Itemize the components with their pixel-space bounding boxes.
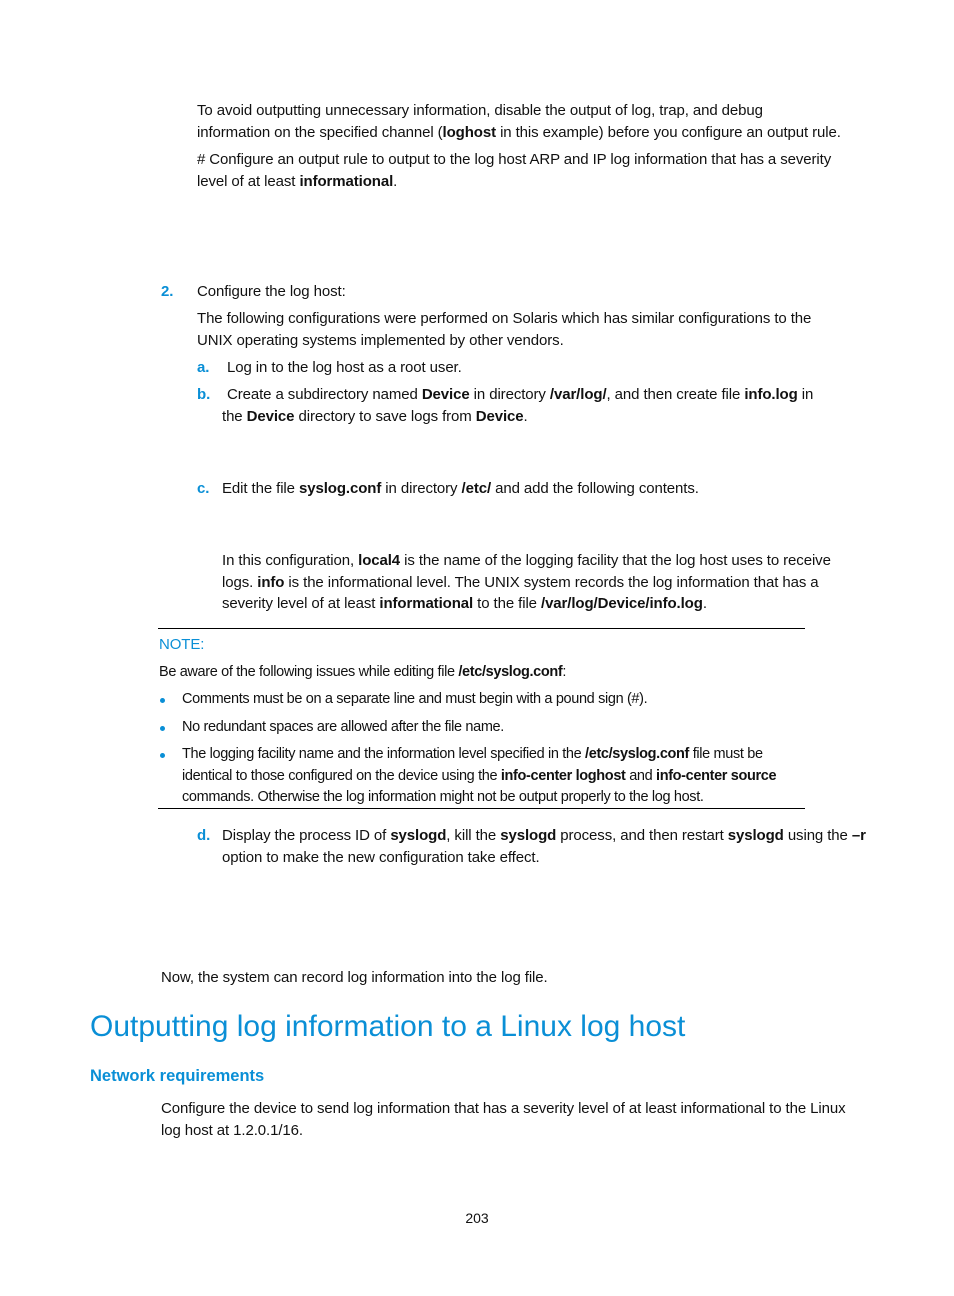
bullet-icon [160,726,165,731]
text-run: logs. [222,573,258,591]
substep-marker-b: b. [197,386,211,403]
text-run: , and then create file [606,386,745,403]
conclusion-text: Now, the system can record log information into the log file. [161,969,548,986]
text-run: file must be [689,746,763,762]
bold-term: /etc/syslog.conf [585,746,690,762]
text-run: . [393,172,398,190]
text-run: level of at least [197,172,300,190]
text-run: : [562,664,567,680]
bold-term: informational [379,595,474,612]
text-line: log host at 1.2.0.1/16. [161,1121,303,1139]
substep-marker-a: a. [197,359,210,376]
note-top-rule [158,628,805,629]
text-line [197,122,841,144]
bold-term: local4 [358,552,401,569]
text-run: in [797,386,814,403]
bold-term: info-center loghost [500,767,626,784]
text-run: and add the following contents. [491,480,699,497]
bold-term: info [257,573,285,591]
text-run: the [222,408,247,425]
bullet-icon [160,698,165,703]
text-line [222,825,866,847]
note-bullet-3 [182,744,776,809]
text-line: To avoid outputting unnecessary information, disable the output of log, trap, and debug [197,102,763,119]
text-run: in directory [381,480,462,497]
section-title: Outputting log information to a Linux log host [90,1010,686,1043]
bold-term: info.log [744,386,798,403]
text-run: information on the specified channel ( [197,123,443,141]
text-run: using the [783,827,852,844]
text-run: . [702,595,707,612]
text-run: , kill the [446,827,501,844]
bold-term: /etc/syslog.conf [458,664,563,680]
text-run: directory to save logs from [294,408,476,425]
bold-term: –r [851,827,866,844]
substep-c-text [222,478,699,500]
bold-term: /var/log/ [549,386,607,403]
note-intro [159,662,566,684]
step-number: 2. [161,283,174,300]
text-line [222,550,831,572]
text-run: is the name of the logging facility that the log host uses to receive [400,552,831,569]
page-number: 203 [465,1210,489,1226]
bold-term: /var/log/Device/info.log [541,595,703,612]
text-run: The logging facility name and the information level specified in the [182,746,586,762]
bold-term: /etc/ [461,480,492,497]
note-label: NOTE: [159,636,205,653]
bold-term: syslogd [500,827,557,844]
bullet-icon [160,753,165,758]
text-run: to the file [473,595,541,612]
bold-term: Device [475,408,524,425]
text-line: The following configurations were performed on Solaris which has similar configurations to the [197,310,812,327]
note-bullet-2: No redundant spaces are allowed after the file name. [182,719,504,735]
text-line: commands. Otherwise the log information might not be output properly to the log host. [182,789,704,805]
substep-d-text [222,825,866,868]
text-run: Display the process ID of [222,827,391,844]
text-run: In this configuration, [222,552,359,569]
text-line [182,744,776,766]
text-line: option to make the new configuration take effect. [222,848,540,866]
bold-term: loghost [442,123,496,141]
substep-b-line1 [227,384,813,406]
substep-c-explanation [222,550,831,615]
text-run: process, and then restart [556,827,728,844]
subsection-title: Network requirements [90,1067,265,1085]
bold-term: syslogd [390,827,447,844]
paragraph-disable-output [197,100,841,143]
text-run: in directory [469,386,550,403]
text-line: Configure the device to send log information that has a severity level of at least informational to the Linux [161,1100,846,1117]
substep-a-text: Log in to the log host as a root user. [227,359,462,376]
step-description [197,308,811,351]
bold-term: syslog.conf [298,480,382,497]
text-run: identical to those configured on the device using the [182,767,501,784]
paragraph-configure-output-rule [197,149,831,192]
bold-term: Device [246,408,295,425]
text-line [222,572,831,594]
text-run: Edit the file [222,480,299,497]
step-title: Configure the log host: [197,283,346,300]
text-line: UNIX operating systems implemented by other vendors. [197,331,564,349]
network-requirements-text [161,1098,846,1141]
bold-term: informational [299,172,394,190]
text-run: Create a subdirectory named [227,386,422,403]
text-line: # Configure an output rule to output to the log host ARP and IP log information that has a severity [197,151,832,168]
substep-b-line2 [222,406,528,428]
text-line [197,171,831,193]
bold-term: info-center source [656,767,777,784]
bold-term: Device [421,386,470,403]
text-line [222,593,831,615]
text-run: . [523,408,528,425]
note-bottom-rule [158,808,805,809]
substep-marker-c: c. [197,480,210,497]
bold-term: syslogd [727,827,784,844]
note-bullet-1: Comments must be on a separate line and must begin with a pound sign (#). [182,691,648,707]
text-run: is the informational level. The UNIX system records the log information that has a [284,573,819,591]
text-run: in this example) before you configure an output rule. [496,123,841,141]
text-run: Be aware of the following issues while editing file [159,664,459,680]
text-line [182,766,776,788]
substep-marker-d: d. [197,827,211,844]
text-run: severity level of at least [222,595,380,612]
text-run: and [625,767,657,784]
